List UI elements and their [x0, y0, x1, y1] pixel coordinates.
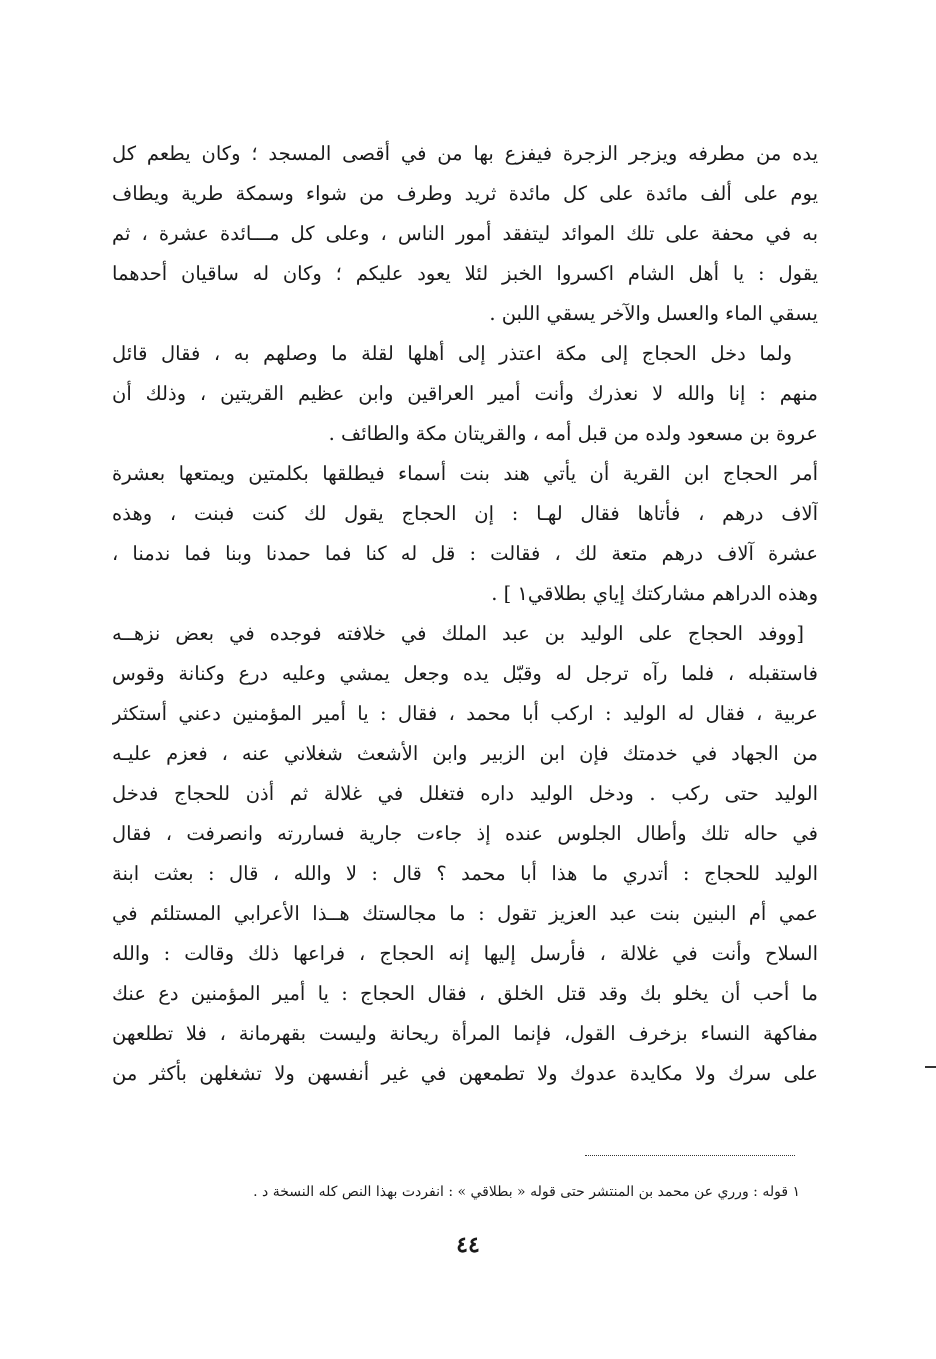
page-number: ٤٤: [456, 1232, 480, 1258]
text-line: يسقي الماء والعسل والآخر يسقي اللبن .: [489, 302, 818, 325]
text-line: يده من مطرفه ويزجر الزجرة فيفزع بها من في أقصى المسجد ؛ وكان يطعم كل: [112, 142, 818, 165]
text-line: مفاكهة النساء بزخرف القول، فإنما المرأة ريحانة وليست بقهرمانة ، فلا تطلعهن: [112, 1022, 818, 1045]
text-line: يوم على ألف مائدة على كل مائدة ثريد وطرف من شواء وسمكة طرية ويطاف: [112, 182, 818, 205]
text-line: فاستقبله ، فلما رآه ترجل له وقبّل يده وجعل يمشي وعليه درع وكنانة وقوس: [112, 662, 818, 685]
text-line: وهذه الدراهم مشاركتك إياي بطلاقي١ ] .: [491, 582, 818, 605]
text-line: عربية ، فقال له الوليد : اركب أبا محمد ، فقال : يا أمير المؤمنين دعني أستكثر: [112, 702, 818, 725]
text-line: آلاف درهم ، فأتاها فقال لهـا : إن الحجاج يقول لك كنت فبنت ، وهذه: [112, 502, 818, 525]
text-line: السلاح وأنت في غلالة ، فأرسل إليها إنه الحجاج ، فراعها ذلك وقالت : والله: [112, 942, 818, 965]
text-line: عشرة آلاف درهم متعة لك ، فقالت : قل له كنا فما حمدنا وبنا فما ندمنا ،: [112, 542, 818, 565]
text-line: به في محفة على تلك الموائد ليتفقد أمور الناس ، وعلى كل مـــائدة عشرة ، ثم: [112, 222, 818, 245]
text-line: عمي أم البنين بنت عبد العزيز تقول : ما مجالستك هــذا الأعرابي المستلئم في: [112, 902, 818, 925]
margin-mark: [925, 1066, 936, 1068]
text-line: [ووفد الحجاج على الوليد بن عبد الملك في خلافته فوجده في بعض نزهــه: [112, 622, 804, 645]
text-line: ما أحب أن يخلو بك وقد قتل الخلق ، فقال الحجاج : يا أمير المؤمنين دع عنك: [112, 982, 818, 1005]
text-line: يقول : يا أهل الشام اكسروا الخبز لئلا يعود عليكم ؛ وكان له ساقيان أحدهما: [112, 262, 818, 285]
footnote: ١ قوله : ورري عن محمد بن المنتشر حتى قوله « بطلاقي » : انفردت بهذا النص كله النسخة د .: [253, 1184, 800, 1200]
text-line: أمر الحجاج ابن القرية أن يأتي هند بنت أسماء فيطلقها بكلمتين ويمتعها بعشرة: [112, 462, 818, 485]
text-line: عروة بن مسعود ولده من قبل أمه ، والقريتان مكة والطائف .: [328, 422, 818, 445]
text-line: من الجهاد في خدمتك فإن ابن الزبير وابن الأشعث شغلاني عنه ، فعزم عليـه: [112, 742, 818, 765]
text-line: الوليد حتى ركب . ودخل الوليد داره فتغلل في غلالة ثم أذن للحجاج فدخل: [112, 782, 818, 805]
text-line: ولما دخل الحجاج إلى مكة اعتذر إلى أهلها لقلة ما وصلهم به ، فقال قائل: [112, 342, 792, 365]
text-line: على سرك ولا مكايدة عدوك ولا تطمعهن في غير أنفسهن ولا تشغلهن بأكثر من: [112, 1062, 818, 1085]
text-line: الوليد للحجاج : أتدري ما هذا أبا محمد ؟ قال : لا والله ، قال : بعثت ابنة: [112, 862, 818, 885]
footnote-divider: [585, 1155, 795, 1156]
text-line: في حاله تلك وأطال الجلوس عنده إذ جاءت جارية فساررته وانصرفت ، فقال: [112, 822, 818, 845]
main-text-block: [112, 134, 818, 1094]
text-line: منهم : إنا والله لا نعذرك وأنت أمير العراقين وابن عظيم القريتين ، وذلك أن: [112, 382, 818, 405]
